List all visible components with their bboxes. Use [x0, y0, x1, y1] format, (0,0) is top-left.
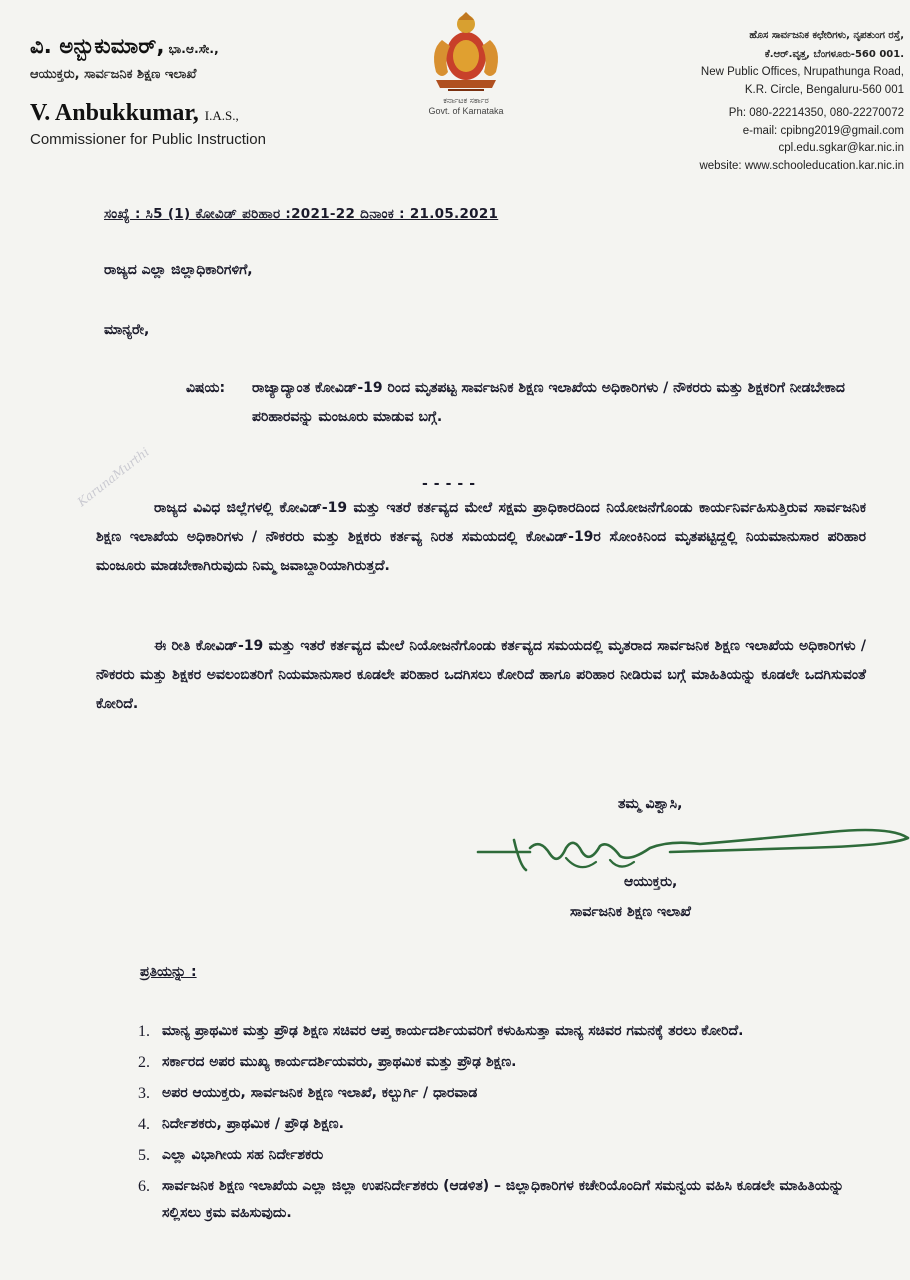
letterhead-left [30, 34, 350, 148]
address-english-line-1: New Public Offices, Nrupathunga Road, [700, 66, 904, 78]
reference-number: ಸಂಖ್ಯೆ : ಸಿ5 (1) ಕೋವಿಡ್ ಪರಿಹಾರ :2021-22 ದಿನಾಂಕ : 21.05.2021 [104, 206, 499, 222]
sender-degree-en: I.A.S., [204, 108, 239, 123]
list-item [138, 1142, 878, 1169]
address-kannada-line-1: ಹೊಸ ಸಾರ್ವಜನಿಕ ಕಛೇರಿಗಳು, ನೃಪತುಂಗ ರಸ್ತೆ, [749, 30, 904, 41]
phone-numbers: Ph: 080-22214350, 080-22270072 [728, 107, 904, 119]
subject-block [186, 374, 876, 432]
sender-title-english: Commissioner for Public Instruction [30, 131, 266, 148]
list-item-number: 1. [138, 1023, 150, 1040]
list-item-number: 3. [138, 1085, 150, 1102]
karnataka-emblem [412, 10, 520, 116]
list-item-number: 2. [138, 1054, 150, 1071]
list-item-number: 4. [138, 1116, 150, 1133]
email-primary: e-mail: cpibng2019@gmail.com [742, 124, 904, 137]
list-item [138, 1080, 878, 1107]
separator-dashes: ----- [422, 476, 482, 492]
list-item-text: ನಿರ್ದೇಶಕರು, ಪ್ರಾಥಮಿಕ / ಪ್ರೌಢ ಶಿಕ್ಷಣ. [162, 1116, 344, 1132]
addressee: ರಾಜ್ಯದ ಎಲ್ಲಾ ಜಿಲ್ಲಾಧಿಕಾರಿಗಳಿಗೆ, [104, 262, 253, 278]
list-item [138, 1111, 878, 1138]
subject-text: ರಾಜ್ಯಾದ್ಯಾಂತ ಕೋವಿಡ್-19 ರಿಂದ ಮೃತಪಟ್ಟ ಸಾರ್ವಜನಿಕ ಶಿಕ್ಷಣ ಇಲಾಖೆಯ ಅಧಿಕಾರಿಗಳು / ನೌಕರರು ಮತ್ತು ಶಿಕ್ಷಕರಿಗೆ ನೀಡಬೇಕಾದ ಪರಿಹಾರವನ್ನು ಮಂಜೂರು ಮಾಡುವ ಬಗ್ಗೆ. [252, 380, 845, 425]
subject-label: ವಿಷಯ: [186, 380, 226, 396]
list-item-number: 6. [138, 1178, 150, 1195]
sender-name-en-text: V. Anbukkumar, [30, 100, 199, 126]
sender-title-kannada: ಆಯುಕ್ತರು, ಸಾರ್ವಜನಿಕ ಶಿಕ್ಷಣ ಇಲಾಖೆ [30, 67, 197, 82]
copies-list [138, 1018, 878, 1227]
sender-name-kannada [30, 34, 350, 59]
list-item [138, 1049, 878, 1076]
body-paragraph-1: ರಾಜ್ಯದ ವಿವಿಧ ಜಿಲ್ಲೆಗಳಲ್ಲಿ ಕೋವಿಡ್-19 ಮತ್ತು ಇತರೆ ಕರ್ತವ್ಯದ ಮೇಲೆ ಸಕ್ಷಮ ಪ್ರಾಧಿಕಾರದಿಂದ ನಿಯೋಜನೆಗೊಂಡು ಕಾರ್ಯನಿರ್ವಹಿಸುತ್ತಿರುವ ಸಾರ್ವಜನಿಕ ಶಿಕ್ಷಣ ಇಲಾಖೆಯ ಅಧಿಕಾರಿಗಳು / ನೌಕರರು ಮತ್ತು ಶಿಕ್ಷಕರು ಕರ್ತವ್ಯ ನಿರತ ಸಮಯದಲ್ಲಿ ಕೋವಿಡ್-19ರ ಸೋಂಕಿನಿಂದ ಮೃತಪಟ್ಟಿದ್ದಲ್ಲಿ ನಿಯಮಾನುಸಾರ ಪರಿಹಾರ ಮಂಜೂರು ಮಾಡಬೇಕಾಗಿರುವುದು ನಿಮ್ಮ ಜವಾಬ್ದಾರಿಯಾಗಿರುತ್ತದೆ. [96, 500, 866, 574]
list-item-text: ಅಪರ ಆಯುಕ್ತರು, ಸಾರ್ವಜನಿಕ ಶಿಕ್ಷಣ ಇಲಾಖೆ, ಕಲ್ಬುರ್ಗಿ / ಧಾರವಾಡ [162, 1085, 478, 1101]
sender-degree-kn: ಭಾ.ಆ.ಸೇ., [168, 42, 219, 56]
list-item-text: ಮಾನ್ಯ ಪ್ರಾಥಮಿಕ ಮತ್ತು ಪ್ರೌಢ ಶಿಕ್ಷಣ ಸಚಿವರ ಆಪ್ತ ಕಾರ್ಯದರ್ಶಿಯವರಿಗೆ ಕಳುಹಿಸುತ್ತಾ ಮಾನ್ಯ ಸಚಿವರ ಗಮನಕ್ಕೆ ತರಲು ಕೋರಿದೆ. [162, 1023, 744, 1039]
state-emblem-icon [418, 10, 514, 94]
address-english-line-2: K.R. Circle, Bengaluru-560 001 [744, 83, 904, 96]
list-item-text: ಸಾರ್ವಜನಿಕ ಶಿಕ್ಷಣ ಇಲಾಖೆಯ ಎಲ್ಲಾ ಜಿಲ್ಲಾ ಉಪನಿರ್ದೇಶಕರು (ಆಡಳಿತ) – ಜಿಲ್ಲಾಧಿಕಾರಿಗಳ ಕಚೇರಿಯೊಂದಿಗೆ ಸಮನ್ವಯ ವಹಿಸಿ ಕೂಡಲೇ ಮಾಹಿತಿಯನ್ನು ಸಲ್ಲಿಸಲು ಕ್ರಮ ವಹಿಸುವುದು. [162, 1178, 844, 1221]
website: website: www.schooleducation.kar.nic.in [699, 159, 904, 172]
list-item [138, 1173, 878, 1227]
email-secondary: cpl.edu.sgkar@kar.nic.in [778, 142, 904, 154]
copies-heading: ಪ್ರತಿಯನ್ನು : [140, 964, 197, 980]
address-kannada-line-2: ಕೆ.ಆರ್.ವೃತ್ತ, ಬೆಂಗಳೂರು-560 001. [764, 49, 904, 60]
signatory-role: ಆಯುಕ್ತರು, [624, 874, 678, 890]
list-item-number: 5. [138, 1147, 150, 1164]
list-item-text: ಸರ್ಕಾರದ ಅಪರ ಮುಖ್ಯ ಕಾರ್ಯದರ್ಶಿಯವರು, ಪ್ರಾಥಮಿಕ ಮತ್ತು ಪ್ರೌಢ ಶಿಕ್ಷಣ. [162, 1054, 517, 1070]
sender-name-kn-text: ವಿ. ಅನ್ಬುಕುಮಾರ್, [30, 34, 165, 58]
signatory-department: ಸಾರ್ವಜನಿಕ ಶಿಕ್ಷಣ ಇಲಾಖೆ [570, 904, 691, 920]
emblem-caption-english: Govt. of Karnataka [428, 106, 504, 116]
list-item [138, 1018, 878, 1045]
sender-name-english [30, 100, 350, 127]
body-paragraph-2: ಈ ರೀತಿ ಕೋವಿಡ್-19 ಮತ್ತು ಇತರೆ ಕರ್ತವ್ಯದ ಮೇಲೆ ನಿಯೋಜನೆಗೊಂಡು ಕರ್ತವ್ಯದ ಸಮಯದಲ್ಲಿ ಮೃತರಾದ ಸಾರ್ವಜನಿಕ ಶಿಕ್ಷಣ ಇಲಾಖೆಯ ಅಧಿಕಾರಿಗಳು / ನೌಕರರು ಮತ್ತು ಶಿಕ್ಷಕರ ಅವಲಂಬಿತರಿಗೆ ನಿಯಮಾನುಸಾರ ಕೂಡಲೇ ಪರಿಹಾರ ಒದಗಿಸಲು ಕೋರಿದೆ ಹಾಗೂ ಪರಿಹಾರ ನೀಡಿರುವ ಬಗ್ಗೆ ಮಾಹಿತಿಯನ್ನು ಕೂಡಲೇ ಒದಗಿಸುವಂತೆ ಕೋರಿದೆ. [96, 638, 866, 712]
emblem-caption-kannada: ಕರ್ನಾಟಕ ಸರ್ಕಾರ [443, 96, 489, 105]
greeting: ಮಾನ್ಯರೇ, [104, 322, 150, 338]
handwritten-signature-icon [470, 818, 910, 878]
watermark: KarunaMurthi [74, 444, 152, 510]
list-item-text: ಎಲ್ಲಾ ವಿಭಾಗೀಯ ಸಹ ನಿರ್ದೇಶಕರು [162, 1147, 324, 1163]
letterhead-right [604, 26, 904, 175]
closing-phrase: ತಮ್ಮ ವಿಶ್ವಾಸಿ, [618, 796, 683, 812]
